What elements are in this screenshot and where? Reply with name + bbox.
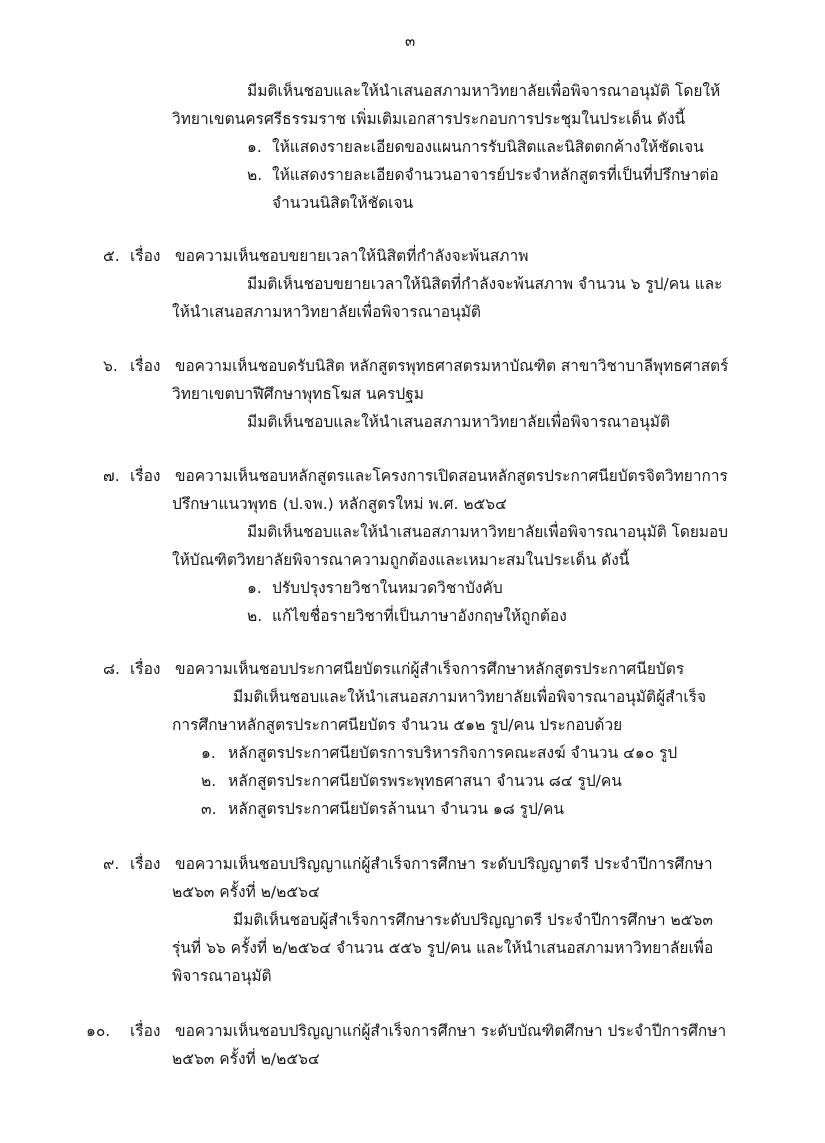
item-number: ๘. — [103, 660, 120, 678]
item-resolution-line-2: การศึกษาหลักสูตรประกาศนียบัตร จำนวน ๕๑๒ รูป/คน ประกอบด้วย — [172, 716, 623, 734]
item-title: ขอความเห็นชอบดรับนิสิต หลักสูตรพุทธศาสตรมหาบัณฑิต สาขาวิชาบาลีพุทธศาสตร์ — [175, 357, 729, 375]
preamble-list-text-2: ให้แสดงรายละเอียดจำนวนอาจารย์ประจำหลักสูตรที่เป็นที่ปรึกษาต่อ — [272, 166, 719, 184]
item-resolution-line-1: มีมติเห็นชอบผู้สำเร็จการศึกษาระดับปริญญาตรี ประจำปีการศึกษา ๒๕๖๓ — [233, 911, 713, 929]
item-title: ขอความเห็นชอบหลักสูตรและโครงการเปิดสอนหลักสูตรประกาศนียบัตรจิตวิทยาการ — [175, 467, 728, 485]
item-label: เรื่อง — [130, 855, 161, 873]
item-title-line-2: ๒๕๖๓ ครั้งที่ ๒/๒๕๖๔ — [172, 883, 320, 901]
item-title: ขอความเห็นชอบปริญญาแก่ผู้สำเร็จการศึกษา ระดับปริญญาตรี ประจำปีการศึกษา — [175, 855, 713, 873]
item-resolution-line-1: มีมติเห็นชอบและให้นำเสนอสภามหาวิทยาลัยเพื่อพิจารณาอนุมัติผู้สำเร็จ — [233, 688, 707, 706]
preamble-line-1: มีมติเห็นชอบและให้นำเสนอสภามหาวิทยาลัยเพื่อพิจารณาอนุมัติ โดยให้ — [247, 82, 721, 100]
item-resolution-line-2: ให้บัณฑิตวิทยาลัยพิจารณาความถูกต้องและเหมาะสมในประเด็น ดังนี้ — [172, 551, 630, 569]
item-number: ๕. — [103, 247, 120, 265]
item-label: เรื่อง — [130, 467, 161, 485]
item-number: ๖. — [103, 357, 118, 375]
item-resolution-line-1: มีมติเห็นชอบและให้นำเสนอสภามหาวิทยาลัยเพื่อพิจารณาอนุมัติ โดยมอบ — [247, 523, 728, 541]
item-resolution-line-2: รุ่นที่ ๖๖ ครั้งที่ ๒/๒๕๖๔ จำนวน ๕๕๖ รูป/คน และให้นำเสนอสภามหาวิทยาลัยเพื่อ — [172, 939, 714, 957]
item-title: ขอความเห็นชอบขยายเวลาให้นิสิตที่กำลังจะพ้นสภาพ — [175, 247, 529, 265]
list-text: หลักสูตรประกาศนียบัตรการบริหารกิจการคณะสงฆ์ จำนวน ๔๑๐ รูป — [228, 744, 678, 762]
item-label: เรื่อง — [130, 660, 161, 678]
item-label: เรื่อง — [130, 1022, 161, 1040]
preamble-list-cont-2: จำนวนนิสิตให้ชัดเจน — [272, 194, 414, 212]
list-text: ปรับปรุงรายวิชาในหมวดวิชาบังคับ — [272, 579, 503, 597]
item-title-line-2: ปรึกษาแนวพุทธ (ป.จพ.) หลักสูตรใหม่ พ.ศ. ๒๕๖๔ — [172, 495, 507, 513]
item-label: เรื่อง — [130, 357, 161, 375]
item-number: ๙. — [103, 855, 120, 873]
item-title-line-2: ๒๕๖๓ ครั้งที่ ๒/๒๕๖๔ — [172, 1050, 320, 1068]
list-number: ๒. — [201, 772, 217, 790]
item-number: ๗. — [103, 467, 120, 485]
list-number: ๑. — [247, 579, 262, 597]
item-resolution-line-1: มีมติเห็นชอบขยายเวลาให้นิสิตที่กำลังจะพ้นสภาพ จำนวน ๖ รูป/คน และ — [247, 275, 723, 293]
item-label: เรื่อง — [130, 247, 161, 265]
item-resolution-line-1: มีมติเห็นชอบและให้นำเสนอสภามหาวิทยาลัยเพื่อพิจารณาอนุมัติ — [247, 413, 671, 431]
list-text: แก้ไขชื่อรายวิชาที่เป็นภาษาอังกฤษให้ถูกต้อง — [272, 607, 567, 625]
item-resolution-line-3: พิจารณาอนุมัติ — [172, 967, 272, 985]
list-number: ๑. — [201, 744, 216, 762]
list-text: หลักสูตรประกาศนียบัตรล้านนา จำนวน ๑๘ รูป/คน — [228, 800, 564, 818]
preamble-list-num-2: ๒. — [247, 166, 263, 184]
item-title-line-2: วิทยาเขตบาฬีศึกษาพุทธโฆส นครปฐม — [172, 385, 424, 403]
item-title: ขอความเห็นชอบปริญญาแก่ผู้สำเร็จการศึกษา ระดับบัณฑิตศึกษา ประจำปีการศึกษา — [175, 1022, 727, 1040]
list-text: หลักสูตรประกาศนียบัตรพระพุทธศาสนา จำนวน ๘๔ รูป/คน — [228, 772, 622, 790]
list-number: ๒. — [247, 607, 263, 625]
page-number: ๓ — [405, 32, 416, 50]
list-number: ๓. — [201, 800, 217, 818]
item-resolution-line-2: ให้นำเสนอสภามหาวิทยาลัยเพื่อพิจารณาอนุมัติ — [172, 303, 481, 321]
item-title: ขอความเห็นชอบประกาศนียบัตรแก่ผู้สำเร็จการศึกษาหลักสูตรประกาศนียบัตร — [175, 660, 685, 678]
preamble-line-2: วิทยาเขตนครศรีธรรมราช เพิ่มเติมเอกสารประกอบการประชุมในประเด็น ดังนี้ — [172, 110, 686, 128]
preamble-list-num-1: ๑. — [247, 138, 262, 156]
preamble-list-text-1: ให้แสดงรายละเอียดของแผนการรับนิสิตและนิสิตตกค้างให้ชัดเจน — [272, 138, 704, 156]
item-number: ๑๐. — [86, 1022, 111, 1040]
